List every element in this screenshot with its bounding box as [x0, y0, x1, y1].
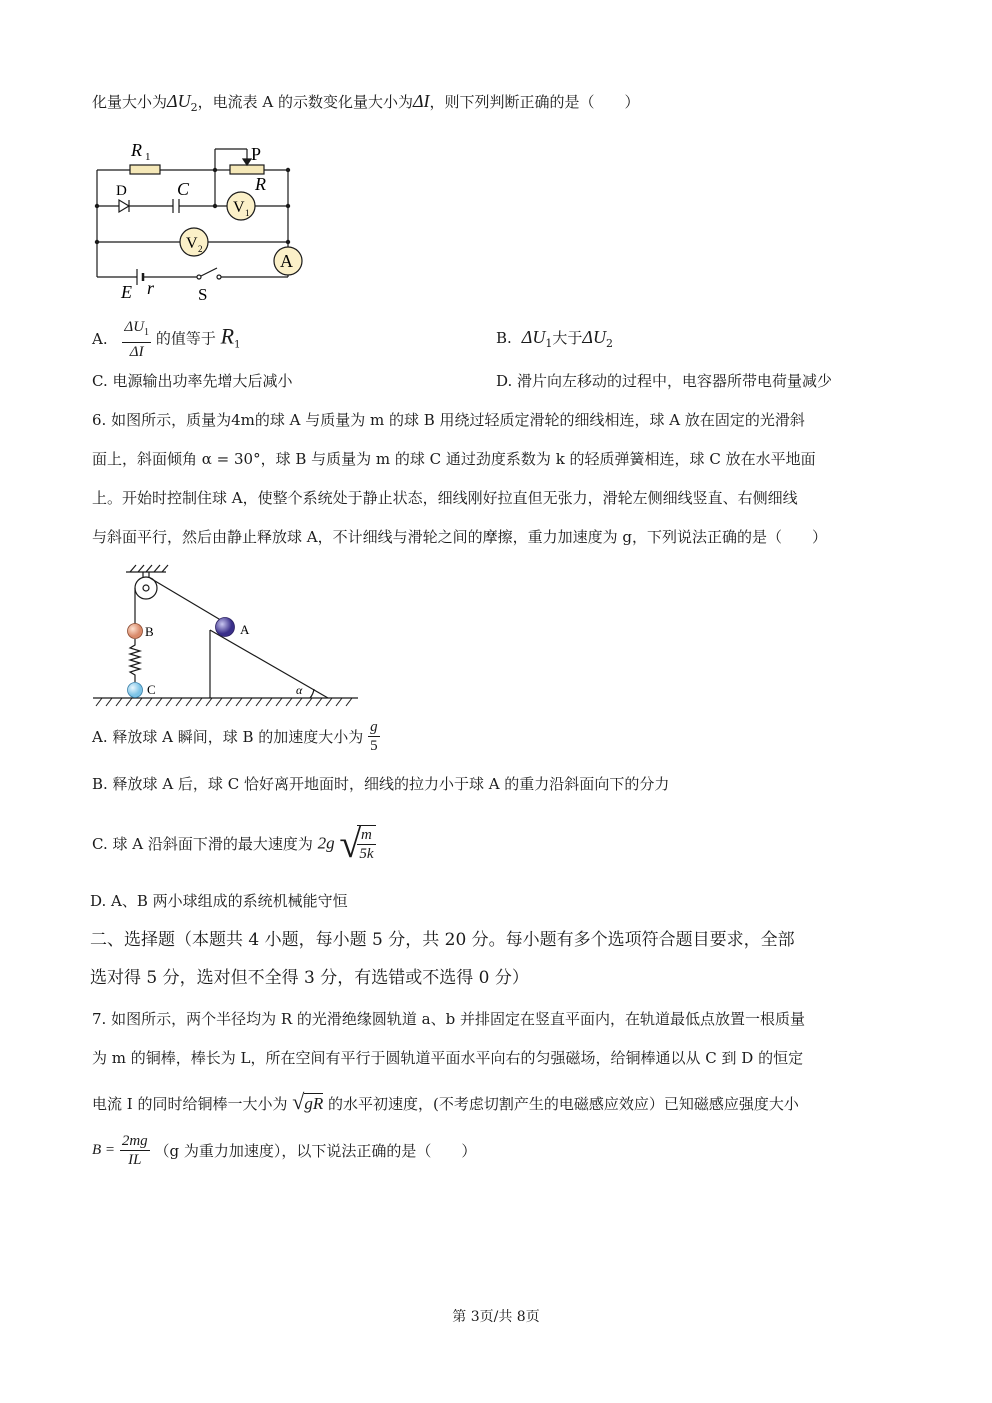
q5-option-a-num: ΔU — [124, 319, 145, 335]
q5-option-b-du2: ΔU — [582, 327, 606, 347]
q6-option-c-num: m — [357, 826, 375, 845]
q6-option-a-fraction — [368, 718, 380, 755]
q6-option-d: D. A、B 两小球组成的系统机械能守恒 — [90, 892, 348, 910]
label-e: E — [121, 282, 132, 302]
q6-option-a-text: A. 释放球 A 瞬间，球 B 的加速度大小为 — [92, 728, 364, 746]
q7-b-den: IL — [128, 1152, 142, 1168]
label-rr: r — [147, 278, 155, 298]
q6-line-1: 6. 如图所示，质量为4m的球 A 与质量为 m 的球 B 用绕过轻质定滑轮的细线相连，球 A 放在固定的光滑斜 — [92, 411, 805, 429]
q6-option-a-num: g — [370, 719, 378, 735]
ball-a-label: A — [240, 622, 250, 637]
q5-option-b-label: B. — [496, 329, 512, 347]
angle-alpha-label: α — [296, 683, 303, 697]
q6-line-3: 上。开始时控制住球 A，使整个系统处于静止状态，细线刚好拉直但无张力，滑轮左侧细线竖直、右侧细线 — [92, 489, 798, 507]
q7-line-3-post: 的水平初速度，(不考虑切割产生的电磁感应效应）已知磁感应强度大小 — [328, 1095, 799, 1113]
sqrt-expression: √ $\frac{m}{5k}$ — [339, 821, 374, 866]
label-a: A — [280, 251, 293, 271]
q7-line-2: 为 m 的铜棒，棒长为 L，所在空间有平行于圆轨道平面水平向右的匀强磁场，给铜棒通以从 C 到 D 的恒定 — [92, 1049, 804, 1067]
q6-line-2: 面上，斜面倾角 α = 30°，球 B 与质量为 m 的球 C 通过劲度系数为 k 的轻质弹簧相连，球 C 放在水平地面 — [92, 450, 816, 468]
q5-intro-mid: ，电流表 A 的示数变化量大小为 — [197, 93, 413, 111]
q7-line-3-pre: 电流 I 的同时给铜棒一大小为 — [92, 1095, 288, 1113]
q6-option-b: B. 释放球 A 后，球 C 恰好离开地面时，细线的拉力小于球 A 的重力沿斜面向下的分力 — [92, 775, 670, 793]
q7-b-lhs: B = — [92, 1142, 116, 1158]
q5-option-d: D. 滑片向左移动的过程中，电容器所带电荷量减少 — [496, 372, 833, 390]
q7-line-3 — [92, 1091, 799, 1115]
label-p: P — [251, 144, 262, 164]
q5-intro-du2: ΔU — [167, 91, 191, 111]
q6-option-c-den: 5k — [359, 845, 374, 862]
q5-intro-di: ΔI — [412, 91, 430, 111]
section-2-heading-line-2: 选对得 5 分，选对但不全得 3 分，有选错或不选得 0 分） — [90, 968, 529, 988]
q5-option-a-r: R — [220, 323, 235, 349]
q7-sqrt-gr: gR — [304, 1094, 324, 1113]
label-v2-sub: 2 — [198, 244, 203, 254]
label-r1: R — [131, 140, 142, 160]
label-s: S — [198, 285, 208, 304]
q5-option-a-label: A. — [92, 329, 108, 348]
label-v2: V — [186, 235, 198, 252]
q5-option-a-text: 的值等于 — [155, 329, 216, 348]
q6-option-a-den: 5 — [370, 738, 378, 754]
q6-option-c — [92, 820, 376, 867]
q5-option-a-fraction: $\frac{\Delta U_1}{\Delta I}$ — [124, 319, 150, 360]
ball-c-label: C — [147, 682, 156, 697]
q6-option-a — [92, 718, 380, 755]
page-footer: 第 3页/共 8页 — [452, 1309, 540, 1325]
q7-line-1: 7. 如图所示，两个半径均为 R 的光滑绝缘圆轨道 a、b 并排固定在竖直平面内，在轨道最低点放置一根质量 — [92, 1010, 805, 1028]
q5-option-b: B. $\Delta U_1$大于$\Delta U_2$ — [496, 327, 613, 350]
q7-line-4-post: （g 为重力加速度），以下说法正确的是（ ） — [154, 1142, 477, 1160]
q7-b-num: 2mg — [121, 1133, 148, 1149]
q5-option-c: C. 电源输出功率先增大后减小 — [92, 372, 293, 390]
label-v1: V — [233, 199, 245, 216]
label-r1-sub: 1 — [145, 151, 151, 163]
q7-b-fraction — [120, 1132, 150, 1169]
q6-option-c-coef: 2g — [317, 833, 335, 853]
label-d: D — [116, 183, 127, 199]
q5-option-b-mid: 大于 — [552, 329, 583, 347]
q5-intro-post: ，则下列判断正确的是（ ） — [429, 93, 640, 111]
section-2-heading-line-1: 二、选择题（本题共 4 小题，每小题 5 分，共 20 分。每小题有多个选项符合题目要求，全部 — [90, 930, 795, 950]
q7-sqrt-sign: √ — [292, 1089, 305, 1114]
q6-option-c-text: C. 球 A 沿斜面下滑的最大速度为 — [92, 835, 313, 853]
label-r: R — [255, 174, 266, 194]
label-c: C — [177, 179, 190, 199]
q5-option-b-du1: ΔU — [521, 327, 546, 347]
q5-option-a-den: ΔI — [129, 344, 144, 360]
incline-pulley-diagram — [88, 560, 368, 710]
ball-b-label: B — [145, 624, 154, 639]
q5-intro-pre: 化量大小为 — [92, 93, 168, 111]
circuit-diagram — [85, 132, 310, 307]
q7-line-4 — [92, 1132, 476, 1169]
q5-intro: 化量大小为$\Delta U_2$，电流表 A 的示数变化量大小为ΔI，则下列判断正确的是（ ） — [92, 91, 640, 114]
label-v1-sub: 1 — [245, 208, 250, 218]
q5-option-a: A. $\frac{\Delta U_1}{\Delta I}$ 的值等于 $R_1$ — [92, 319, 241, 360]
q6-line-4: 与斜面平行，然后由静止释放球 A，不计细线与滑轮之间的摩擦，重力加速度为 g，下列说法正确的是（ ） — [92, 528, 827, 546]
